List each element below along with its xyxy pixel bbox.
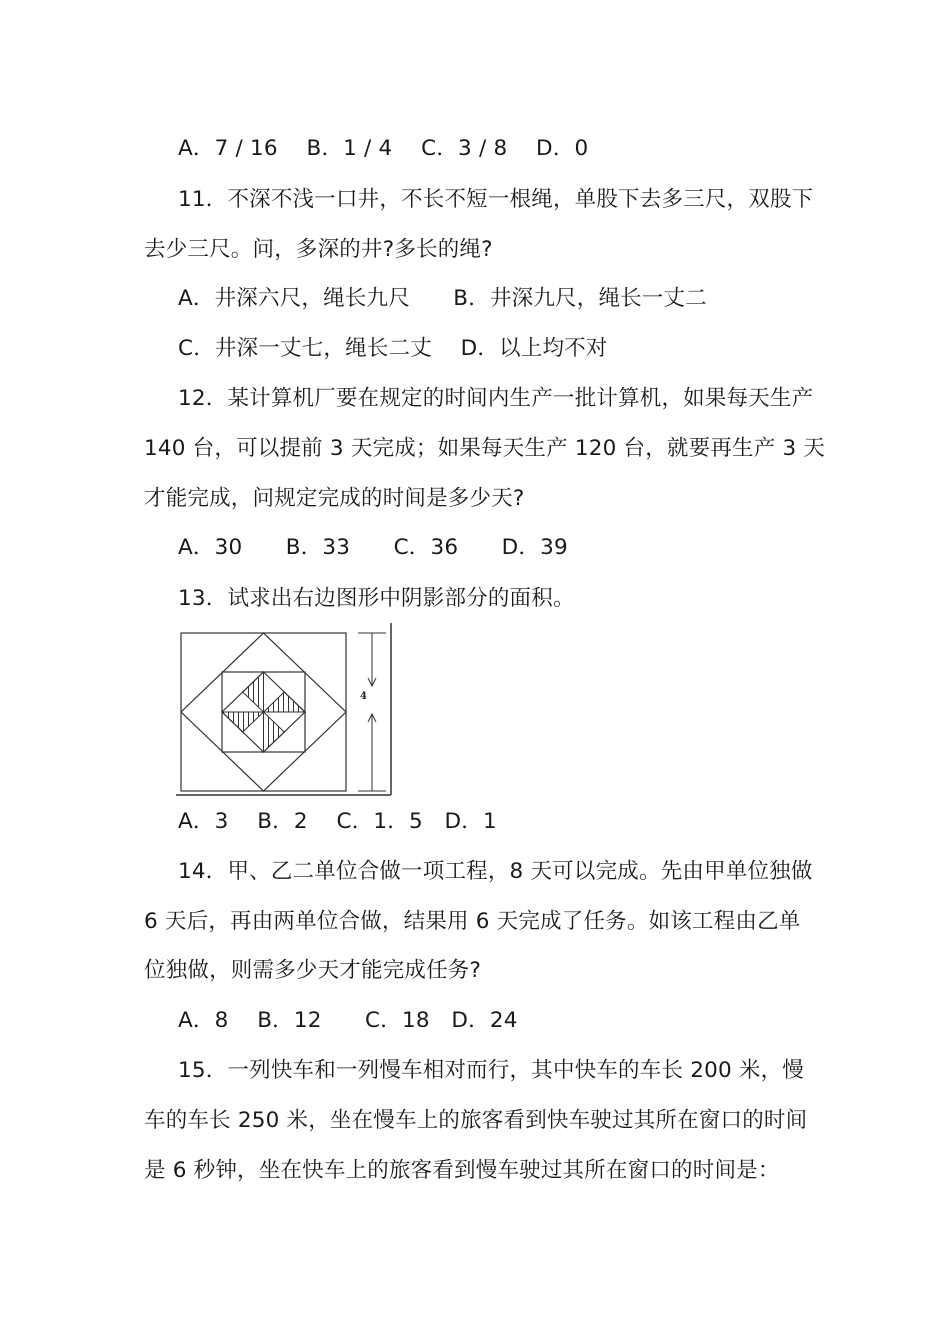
q12-text-line2: 140 台，可以提前 3 天完成；如果每天生产 120 台，就要再生产 3 天	[144, 436, 826, 461]
q15-text-line3: 是 6 秒钟，坐在快车上的旅客看到慢车驶过其所在窗口的时间是：	[144, 1158, 780, 1183]
shaded-triangle-bottom	[264, 712, 285, 752]
nested-squares-diagram	[176, 623, 396, 799]
q14-options: A．8 B．12 C．18 D．24	[178, 1008, 518, 1033]
q11-options-line2: C．井深一丈七，绳长二丈 D．以上均不对	[178, 336, 608, 361]
q13-options: A．3 B．2 C．1．5 D．1	[178, 809, 497, 834]
q15-text-line1: 15．一列快车和一列慢车相对而行，其中快车的车长 200 米，慢	[178, 1058, 804, 1083]
shaded-triangle-left	[222, 712, 264, 732]
q14-text-line2: 6 天后，再由两单位合做，结果用 6 天完成了任务。如该工程由乙单	[144, 909, 801, 934]
q12-text-line3: 才能完成，问规定完成的时间是多少天?	[144, 486, 525, 511]
q12-text-line1: 12．某计算机厂要在规定的时间内生产一批计算机，如果每天生产	[178, 386, 814, 411]
q14-text-line1: 14．甲、乙二单位合做一项工程，8 天可以完成。先由甲单位独做	[178, 859, 813, 884]
shaded-triangle-top	[243, 672, 264, 712]
q11-text-line2: 去少三尺。问，多深的井?多长的绳?	[144, 237, 493, 262]
q12-options: A．30 B．33 C．36 D．39	[178, 535, 568, 560]
q11-text-line1: 11．不深不浅一口井，不长不短一根绳，单股下去多三尺，双股下	[178, 187, 814, 212]
q11-options-line1: A．井深六尺，绳长九尺 B．井深九尺，绳长一丈二	[178, 286, 707, 311]
q14-text-line3: 位独做，则需多少天才能完成任务?	[144, 958, 482, 983]
shaded-triangle-right	[264, 692, 306, 712]
q15-text-line2: 车的车长 250 米，坐在慢车上的旅客看到快车驶过其所在窗口的时间	[144, 1108, 808, 1133]
q10-options: A．7 / 16 B．1 / 4 C．3 / 8 D．0	[178, 136, 589, 161]
dimension-label: 4	[360, 691, 367, 702]
q13-text: 13．试求出右边图形中阴影部分的面积。	[178, 586, 575, 611]
q13-figure	[176, 623, 396, 803]
